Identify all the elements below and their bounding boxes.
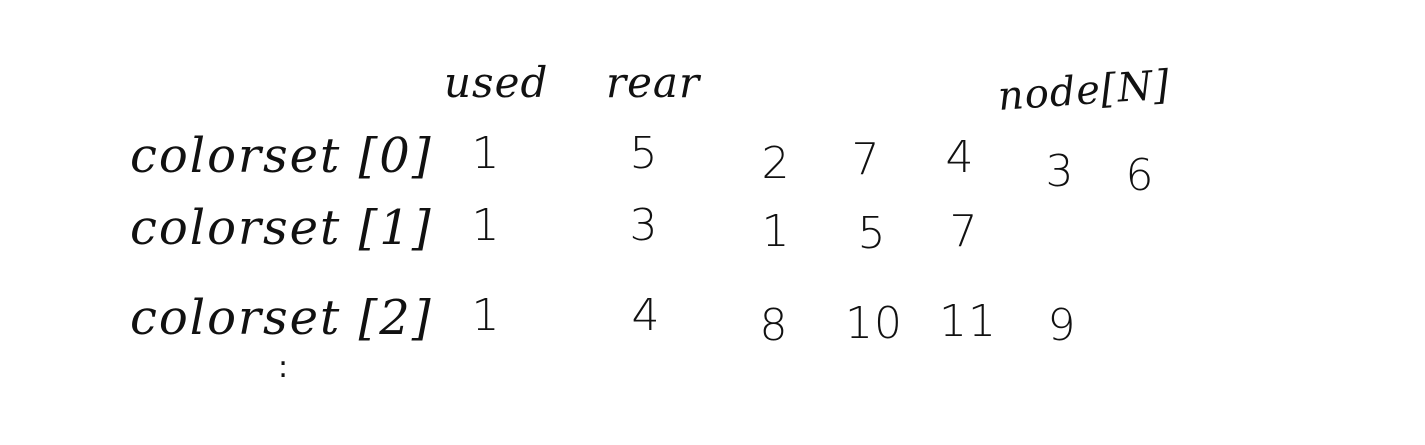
row1-node-2: 7 [949,206,979,257]
row-label-colorset-2: colorset [2] [130,290,433,346]
row2-node-0: 8 [759,300,789,351]
row0-node-1: 7 [851,134,881,185]
header-used: used [444,58,549,107]
row0-rear: 5 [629,128,659,179]
row2-node-3: 9 [1047,300,1077,351]
row1-node-1: 5 [857,208,887,259]
row1-used: 1 [471,200,501,251]
row-label-colorset-0: colorset [0] [130,128,433,184]
row0-node-4: 6 [1125,150,1155,201]
header-node: node[N] [996,62,1172,120]
row2-rear: 4 [631,290,661,341]
row0-used: 1 [471,128,501,179]
header-rear: rear [606,58,701,107]
row0-node-2: 4 [945,132,975,183]
row1-node-0: 1 [761,206,791,257]
row0-node-3: 3 [1045,146,1075,197]
row2-node-2: 11 [939,296,997,347]
row-label-colorset-1: colorset [1] [130,200,433,256]
row1-rear: 3 [629,200,659,251]
continuation-dots: : [278,350,289,385]
row2-used: 1 [471,290,501,341]
row0-node-0: 2 [761,138,791,189]
row2-node-1: 10 [845,298,903,349]
